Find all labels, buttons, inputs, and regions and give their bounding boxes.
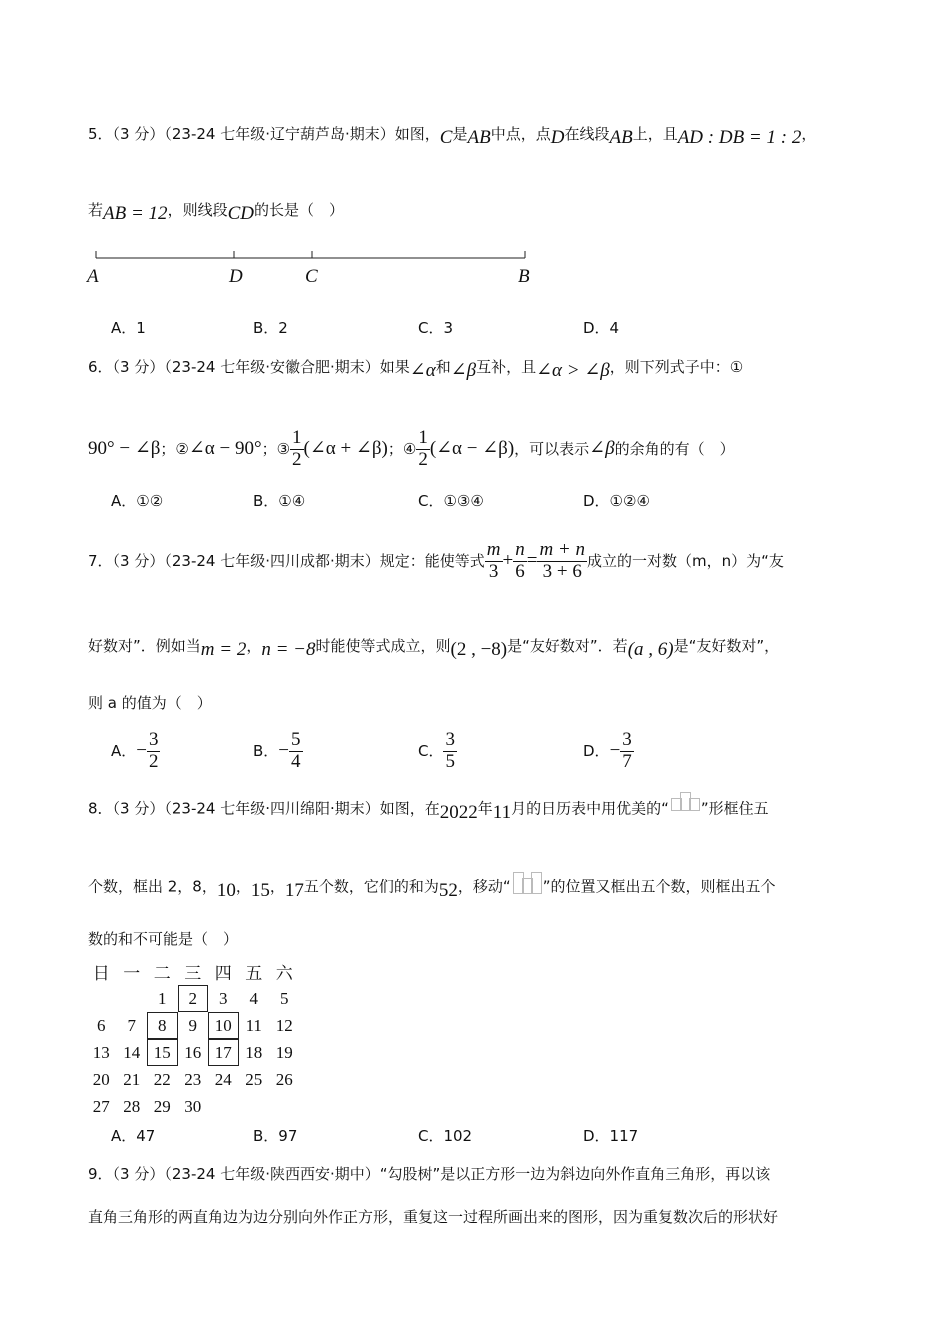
q6-expr-1: 90° − ∠β <box>88 437 161 459</box>
q6-line2 <box>88 428 735 471</box>
calendar-cell: 5 <box>280 988 289 1008</box>
q7-equals: = <box>526 549 538 571</box>
q5-var-d: D <box>550 127 565 148</box>
q5-text: 的长是（ ） <box>253 201 344 219</box>
q8-line1 <box>88 798 769 823</box>
q5-number: 5． <box>88 125 113 143</box>
calendar-cell: 9 <box>188 1015 197 1035</box>
calendar-row <box>86 1039 300 1066</box>
q5-option-a[interactable]: A．1 <box>111 319 146 337</box>
q7-number: 7． <box>88 551 113 570</box>
q6-text: ；④ <box>387 439 417 458</box>
q8-text: 个数，框出 2，8， <box>88 877 217 896</box>
calendar-cell <box>239 1093 270 1120</box>
q7-n-value: n = −8 <box>261 639 316 660</box>
fraction-denominator: 3 + 6 <box>537 561 587 583</box>
calendar-cell <box>208 1093 239 1120</box>
q5-source: （23-24 七年级·辽宁葫芦岛·期末） <box>164 125 395 143</box>
q7-pair: (2 , −8) <box>450 639 508 660</box>
calendar-cell: 1 <box>158 988 167 1008</box>
q8-option-a[interactable]: A．47 <box>111 1127 156 1145</box>
q6-text: 和 <box>435 358 451 376</box>
fraction-denominator: 7 <box>622 750 632 772</box>
label-d: D <box>229 266 243 287</box>
q6-text: ，可以表示 <box>514 439 590 458</box>
q7-fraction-n6 <box>513 540 527 583</box>
q6-text: 如果 <box>379 358 410 376</box>
fraction-denominator: 2 <box>148 750 159 772</box>
q5-text: 中点，点 <box>490 125 551 143</box>
q7-fraction-m3 <box>485 540 503 583</box>
q8-num-52: 52 <box>438 879 458 901</box>
calendar-header: 四 <box>214 964 232 983</box>
q6-expr-2: ∠α − 90° <box>188 437 262 459</box>
fraction-denominator: 2 <box>292 448 302 470</box>
option-sign: − <box>609 739 621 761</box>
calendar-cell: 4 <box>249 988 258 1008</box>
calendar-header: 日 <box>92 964 110 983</box>
option-label: D． <box>583 741 610 760</box>
q7-score: （3 分） <box>112 551 165 570</box>
fraction-numerator: m + n <box>539 539 585 560</box>
option-label: A． <box>111 741 137 760</box>
q7-text: 是“友好数对”．若 <box>507 637 628 655</box>
q8-num-15: 15 <box>250 879 270 901</box>
q5-text: 若 <box>88 201 104 219</box>
calendar-cell: 19 <box>275 1042 293 1062</box>
q5-ratio: AD : DB = 1 : 2 <box>677 127 802 148</box>
q7-option-c[interactable] <box>418 730 457 773</box>
q6-alpha: ∠α <box>409 360 436 381</box>
calendar-cell-boxed: 8 <box>147 1012 178 1039</box>
fraction-numerator: 3 <box>622 729 632 750</box>
q7-option-c-fraction <box>443 730 457 773</box>
q5-text: 上，且 <box>632 125 678 143</box>
q7-text: ， <box>246 637 262 655</box>
calendar-cell: 25 <box>245 1069 263 1089</box>
q8-text: ”的位置又框出五个数，则框出五个 <box>542 877 776 896</box>
calendar-header: 六 <box>275 964 293 983</box>
q8-text: 五个数，它们的和为 <box>303 877 439 896</box>
q5-var-cd: CD <box>227 203 254 224</box>
q5-var-ab: AB <box>467 127 491 148</box>
calendar-cell: 26 <box>275 1069 293 1089</box>
q6-compare: ∠α > ∠β <box>536 360 610 381</box>
q7-line3: 则 a 的值为（ ） <box>88 694 212 712</box>
q7-m-value: m = 2 <box>200 639 247 660</box>
fraction-numerator: m <box>486 539 501 560</box>
option-label: B． <box>253 741 279 760</box>
q9-score: （3 分） <box>112 1165 165 1183</box>
q7-text: 是“友好数对”， <box>673 637 780 655</box>
q6-option-b[interactable]: B．①④ <box>253 492 306 510</box>
q6-half-fraction <box>290 428 304 471</box>
q7-source: （23-24 七年级·四川成都·期末） <box>164 551 380 570</box>
q8-num-10: 10 <box>216 879 236 901</box>
calendar-cell: 21 <box>123 1069 141 1089</box>
calendar-cell <box>117 985 148 1012</box>
q5-text: 在线段 <box>564 125 610 143</box>
q6-option-c[interactable]: C．①③④ <box>418 492 484 510</box>
calendar-cell: 13 <box>92 1042 110 1062</box>
q7-plus: + <box>502 549 514 571</box>
q8-line2 <box>88 876 776 901</box>
q6-text: ，则下列式子中：① <box>609 358 744 376</box>
q5-ab-value: AB = 12 <box>103 203 168 224</box>
calendar-row <box>86 985 300 1012</box>
q8-text: ，移动“ <box>457 877 511 896</box>
q8-option-c[interactable]: C．102 <box>418 1127 473 1145</box>
q8-num-17: 17 <box>284 879 304 901</box>
q5-score: （3 分） <box>112 125 165 143</box>
calendar-cell-boxed: 17 <box>208 1039 239 1066</box>
q8-number: 8． <box>88 799 113 818</box>
calendar-cell: 6 <box>97 1015 106 1035</box>
q7-text: 好数对”．例如当 <box>88 637 201 655</box>
q6-text: 互补，且 <box>476 358 537 376</box>
q5-option-d[interactable]: D．4 <box>583 319 620 337</box>
q6-source: （23-24 七年级·安徽合肥·期末） <box>164 358 380 376</box>
q6-beta: ∠β <box>450 360 477 381</box>
calendar-table <box>86 958 300 1120</box>
calendar-cell: 24 <box>214 1069 232 1089</box>
q5-text: ，则线段 <box>167 201 228 219</box>
option-sign: − <box>136 739 147 761</box>
q7-option-d[interactable] <box>583 730 634 773</box>
q6-beta: ∠β <box>589 437 615 459</box>
q5-var-ab: AB <box>609 127 633 148</box>
q8-year: 2022 <box>439 801 478 823</box>
calendar-cell: 23 <box>184 1069 202 1089</box>
calendar-header: 二 <box>153 964 171 983</box>
calendar-cell: 18 <box>245 1042 263 1062</box>
q8-text: 月的日历表中用优美的“ <box>511 799 669 818</box>
q9-source: （23-24 七年级·陕西西安·期中） <box>164 1165 380 1183</box>
calendar-cell: 11 <box>245 1015 262 1035</box>
calendar-cell: 7 <box>127 1015 136 1035</box>
fraction-numerator: 1 <box>292 427 302 448</box>
fraction-numerator: n <box>515 539 525 560</box>
q9-number: 9． <box>88 1165 113 1183</box>
q5-text: 是 <box>452 125 468 143</box>
option-sign: − <box>278 739 290 761</box>
q6-option-d[interactable]: D．①②④ <box>583 492 650 510</box>
calendar-cell: 30 <box>184 1096 202 1116</box>
q8-text: 如图，在 <box>379 799 440 818</box>
q7-option-d-fraction <box>620 730 634 773</box>
q8-option-b[interactable]: B．97 <box>253 1127 298 1145</box>
frame-shape-icon <box>511 872 543 894</box>
q5-text: ， <box>801 125 817 143</box>
q6-line1 <box>88 357 744 381</box>
q5-var-c: C <box>439 127 453 148</box>
q7-text: 成立的一对数（m，n）为“友 <box>587 551 784 570</box>
calendar-cell: 3 <box>219 988 228 1008</box>
q8-source: （23-24 七年级·四川绵阳·期末） <box>164 799 380 818</box>
calendar-cell: 29 <box>153 1096 171 1116</box>
fraction-denominator: 4 <box>291 750 301 772</box>
label-a: A <box>87 266 99 287</box>
q7-option-b[interactable] <box>253 730 303 773</box>
fraction-numerator: 5 <box>291 729 301 750</box>
calendar-cell: 16 <box>184 1042 202 1062</box>
calendar-header-row <box>86 958 300 985</box>
q6-text: ；② <box>160 439 189 458</box>
q7-option-b-fraction <box>289 730 303 773</box>
q8-text: ”形框住五 <box>700 799 769 818</box>
label-c: C <box>305 266 318 287</box>
q6-number: 6． <box>88 358 113 376</box>
q6-text: 的余角的有（ ） <box>614 439 735 458</box>
calendar-cell-boxed: 10 <box>208 1012 239 1039</box>
q6-option-a[interactable]: A．①② <box>111 492 164 510</box>
q6-text: ；③ <box>261 439 291 458</box>
fraction-denominator: 2 <box>418 448 428 470</box>
q5-text: 如图， <box>394 125 440 143</box>
q7-text: 规定：能使等式 <box>379 551 485 570</box>
fraction-numerator: 1 <box>418 427 428 448</box>
calendar-cell: 20 <box>92 1069 110 1089</box>
q7-fraction-sum <box>537 540 587 583</box>
q8-text: ， <box>235 877 251 896</box>
calendar-header: 三 <box>184 964 202 983</box>
calendar-cell: 14 <box>123 1042 141 1062</box>
calendar-row <box>86 1012 300 1039</box>
q5-line2 <box>88 200 344 224</box>
q8-text: ， <box>269 877 285 896</box>
q7-option-a[interactable] <box>111 730 160 773</box>
calendar-cell: 28 <box>123 1096 141 1116</box>
q7-text: 时能使等式成立，则 <box>315 637 451 655</box>
q5-option-b[interactable]: B．2 <box>253 319 288 337</box>
calendar-cell <box>269 1093 300 1120</box>
label-b: B <box>518 266 530 287</box>
fraction-denominator: 5 <box>445 750 455 772</box>
q8-score: （3 分） <box>112 799 165 818</box>
q6-score: （3 分） <box>112 358 165 376</box>
calendar-header: 五 <box>245 964 263 983</box>
q5-line1 <box>88 124 817 148</box>
fraction-numerator: 3 <box>445 729 455 750</box>
calendar-cell-boxed: 2 <box>178 985 209 1012</box>
q8-text: 年 <box>477 799 493 818</box>
q8-line3: 数的和不可能是（ ） <box>88 930 239 948</box>
calendar-cell: 27 <box>92 1096 110 1116</box>
q6-expr-3: (∠α + ∠β) <box>303 437 388 459</box>
calendar-cell-boxed: 15 <box>147 1039 178 1066</box>
frame-shape-icon <box>669 792 701 814</box>
q8-option-d[interactable]: D．117 <box>583 1127 639 1145</box>
q6-half-fraction <box>416 428 430 471</box>
calendar-cell <box>86 985 117 1012</box>
option-label: C． <box>418 741 444 760</box>
q7-pair-a: (a , 6) <box>627 639 674 660</box>
q5-segment-diagram <box>88 248 538 268</box>
calendar-cell: 22 <box>153 1069 171 1089</box>
calendar-header: 一 <box>123 964 141 983</box>
q7-line1 <box>88 540 784 583</box>
calendar-row <box>86 1066 300 1093</box>
q6-expr-4: (∠α − ∠β) <box>429 437 515 459</box>
q7-line2 <box>88 636 780 660</box>
fraction-denominator: 3 <box>485 561 503 583</box>
q7-option-a-fraction <box>147 730 161 773</box>
q9-line1 <box>88 1167 770 1182</box>
q8-month: 11 <box>492 801 512 823</box>
fraction-numerator: 3 <box>148 729 159 750</box>
q9-line2: 直角三角形的两直角边为边分别向外作正方形，重复这一过程所画出来的图形，因为重复数次后的形状好 <box>88 1208 779 1226</box>
calendar-row <box>86 1093 300 1120</box>
q5-option-c[interactable]: C．3 <box>418 319 454 337</box>
fraction-denominator: 6 <box>515 560 525 582</box>
calendar-cell: 12 <box>275 1015 293 1035</box>
q9-text: “勾股树”是以正方形一边为斜边向外作直角三角形，再以该 <box>379 1165 771 1183</box>
